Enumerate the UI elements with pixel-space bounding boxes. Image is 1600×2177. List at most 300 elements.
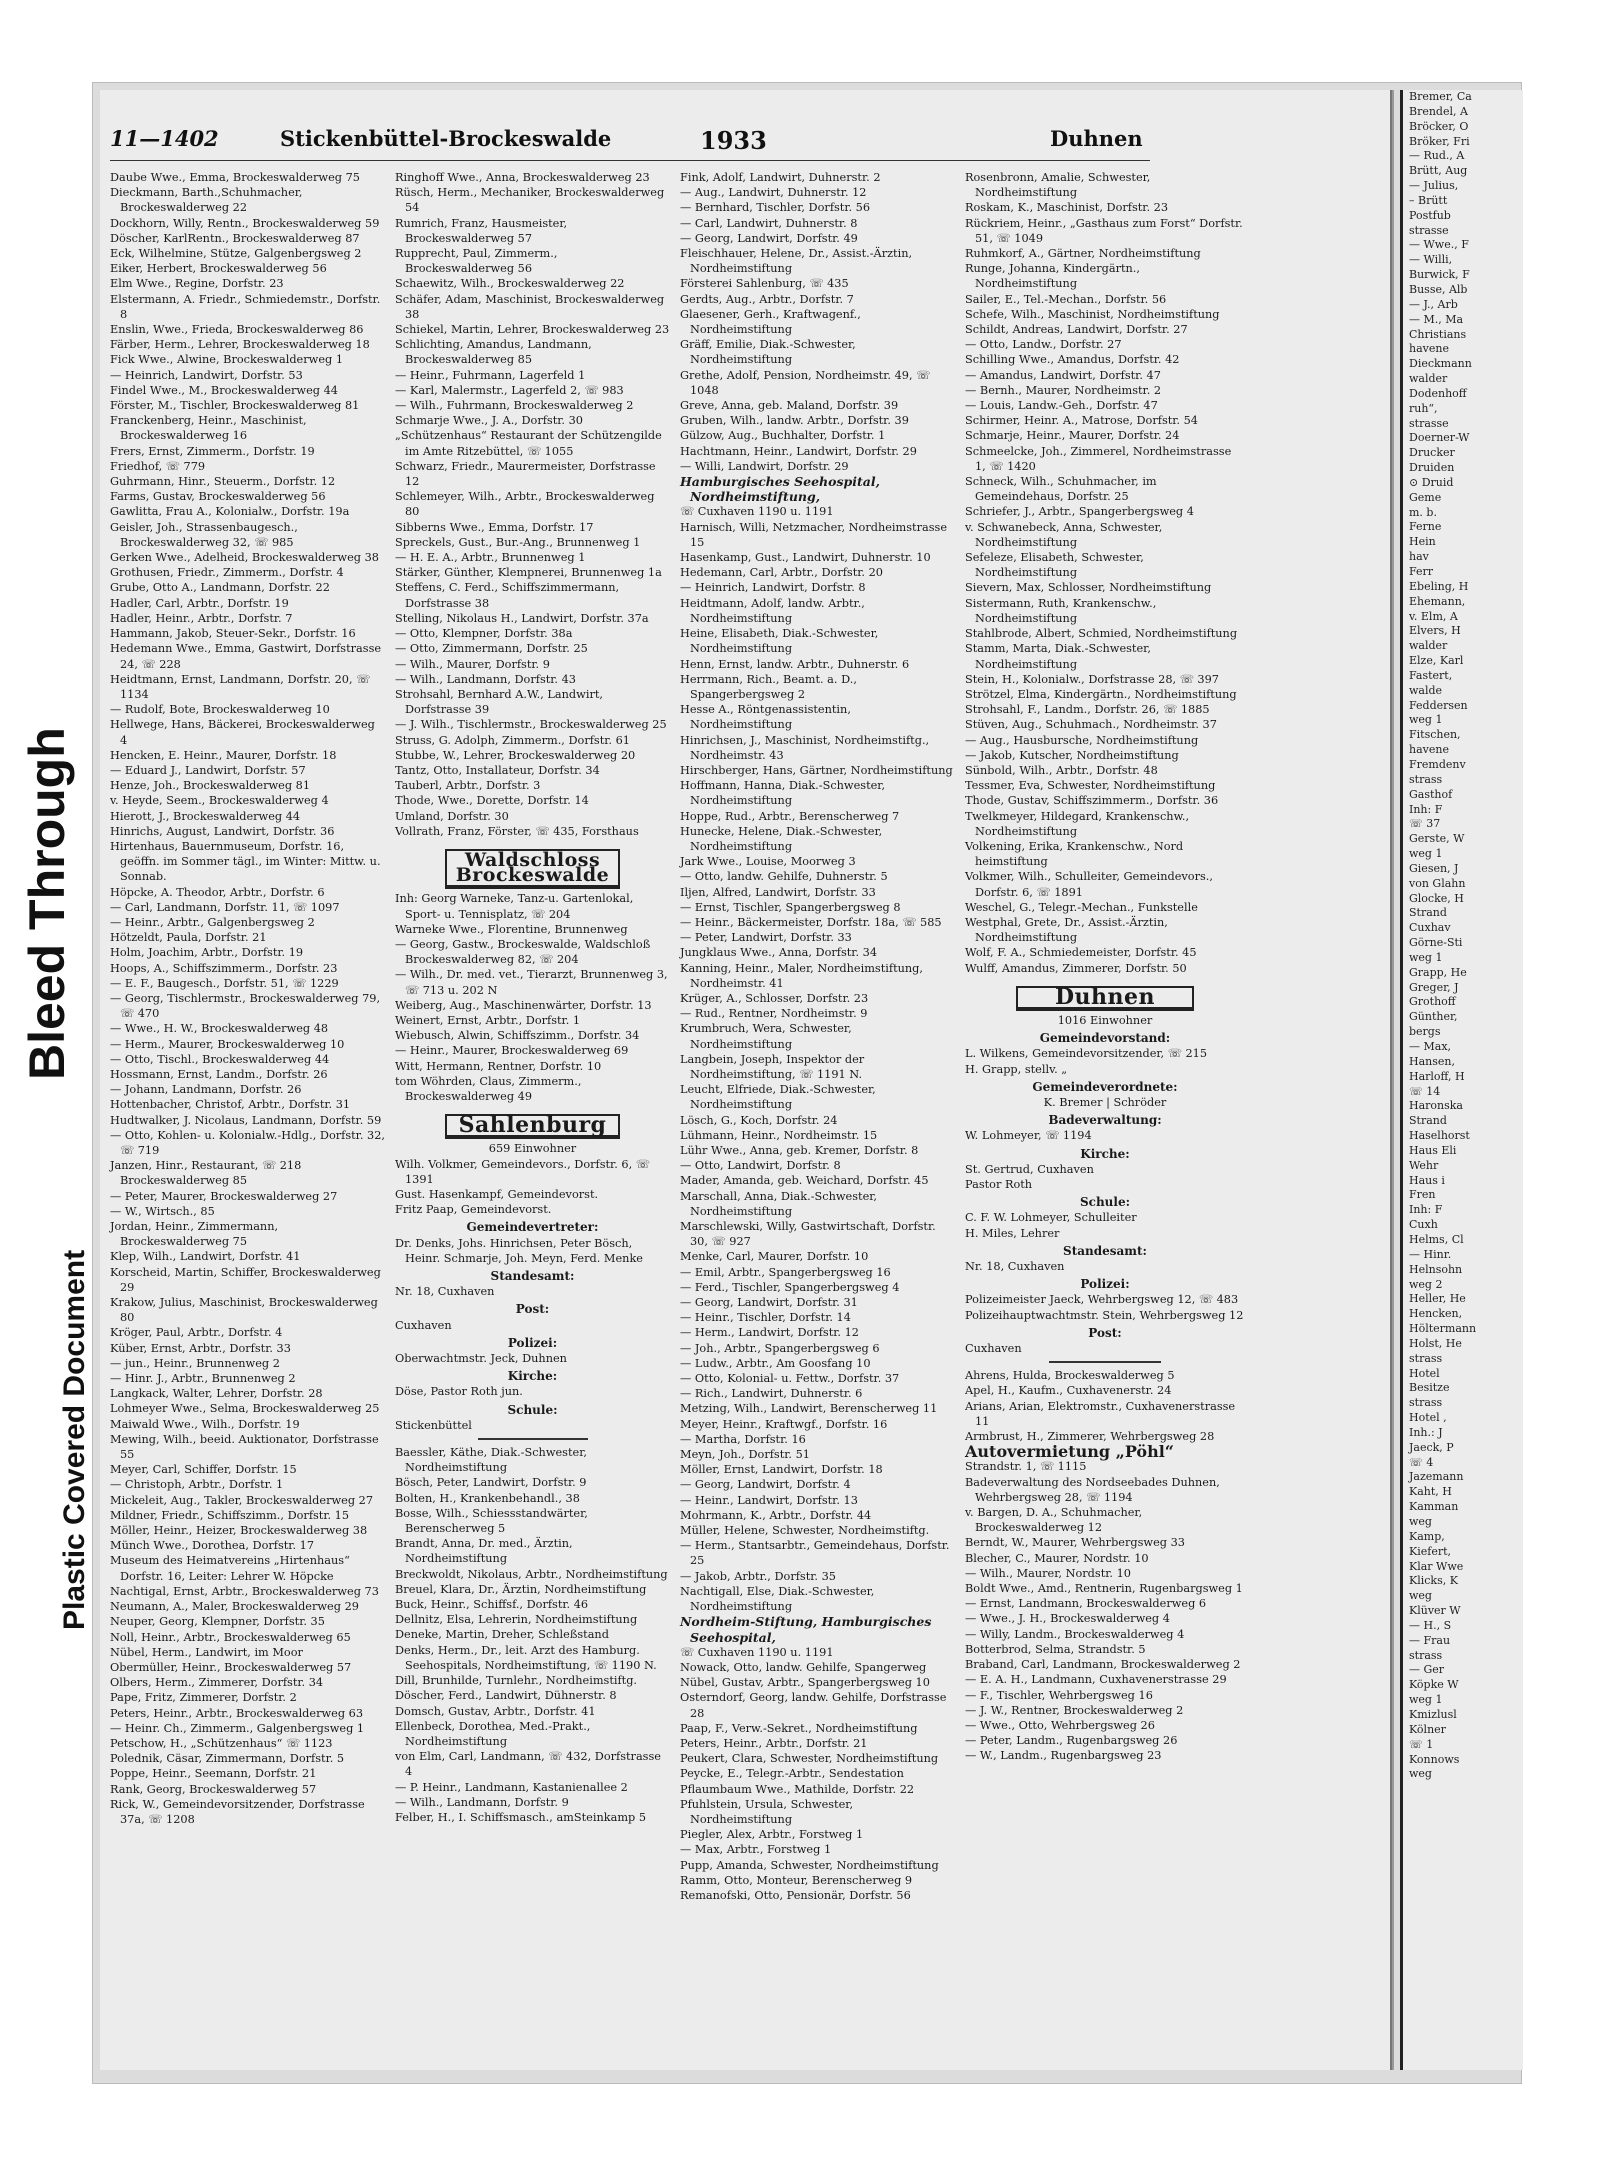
duhnen-schule-heading: Schule: — [1079, 1195, 1131, 1210]
directory-entry: Försterei Sahlenburg, ☏ 435 — [680, 277, 849, 291]
adjacent-page-line: v. Elm, A — [1409, 609, 1458, 623]
directory-entry: Findel Wwe., M., Brockeswalderweg 44 — [110, 383, 338, 397]
directory-entry: Leucht, Elfriede, Diak.-Schwester, Nordheimstiftung — [680, 1083, 876, 1112]
directory-entry: Sünbold, Wilh., Arbtr., Dorfstr. 48 — [965, 763, 1158, 777]
directory-entry: — Otto, Tischl., Brockeswalderweg 44 — [110, 1052, 330, 1066]
adjacent-page-line: — Frau — [1409, 1633, 1451, 1647]
directory-entry: Eiker, Herbert, Brockeswalderweg 56 — [110, 262, 327, 276]
directory-entry: Wilh. Volkmer, Gemeindevors., Dorfstr. 6, ☏ 1391 — [395, 1157, 650, 1186]
place-title: Duhnen — [1050, 126, 1143, 151]
directory-entry: Hirtenhaus, Bauernmuseum, Dorfstr. 16, geöffn. im Sommer tägl., im Winter: Mittw. u. Sonnab. — [110, 839, 381, 884]
adjacent-page-line: Strand — [1409, 1114, 1447, 1128]
directory-entry: Stein, H., Kolonialw., Dorfstrasse 28, ☏ 397 — [965, 672, 1219, 686]
directory-entry: Domsch, Gustav, Arbtr., Dorfstr. 41 — [395, 1704, 596, 1718]
adjacent-page-line: Brendel, A — [1409, 104, 1468, 118]
directory-entry: Ramm, Otto, Monteur, Berenscherweg 9 — [680, 1873, 913, 1887]
directory-entry: — Heinr., Bäckermeister, Dorfstr. 18a, ☏ 585 — [680, 915, 942, 929]
directory-entry: Sailer, E., Tel.-Mechan., Dorfstr. 56 — [965, 292, 1167, 306]
directory-entry: Runge, Johanna, Kindergärtn., Nordheimstiftung — [965, 262, 1140, 291]
header-rule — [110, 160, 1150, 161]
adjacent-page-line: Dieckmann — [1409, 357, 1472, 371]
adjacent-page-line: Christians — [1409, 327, 1467, 341]
sahlenburg-kirche-heading: Kirche: — [507, 1369, 558, 1384]
adjacent-page-line: — M., Ma — [1409, 312, 1464, 326]
directory-entry: Ahrens, Hulda, Brockeswalderweg 5 — [965, 1369, 1175, 1383]
directory-entry: Heidtmann, Adolf, landw. Arbtr., Nordheimstiftung — [680, 596, 865, 625]
directory-entry: Elstermann, A. Friedr., Schmiedemstr., Dorfstr. 8 — [110, 292, 381, 321]
page-range-title: Stickenbüttel-Brockeswalde — [280, 126, 612, 151]
adjacent-page-line: Fremdenv — [1409, 757, 1466, 771]
directory-entry: Hasenkamp, Gust., Landwirt, Duhnerstr. 10 — [680, 551, 931, 565]
directory-entry: Spreckels, Gust., Bur.-Ang., Brunnenweg 1 — [395, 535, 641, 549]
directory-entry: Wiebusch, Alwin, Schiffszimm., Dorfstr. 34 — [395, 1029, 640, 1043]
directory-entry: Armbrust, H., Zimmerer, Wehrbergsweg 28 — [965, 1430, 1215, 1444]
directory-entry: — Ferd., Tischler, Spangerbergsweg 4 — [680, 1280, 900, 1294]
directory-entry: Schildt, Andreas, Landwirt, Dorfstr. 27 — [965, 323, 1188, 337]
waldschloss-heading: Waldschloss Brockeswalde — [395, 849, 670, 889]
adjacent-page-line: Kaht, H — [1409, 1485, 1452, 1499]
page-number: 11—1402 — [110, 126, 219, 151]
directory-entry: — Georg, Landwirt, Dorfstr. 31 — [680, 1296, 858, 1310]
directory-entry: Umland, Dorfstr. 30 — [395, 809, 509, 823]
directory-entry: Daube Wwe., Emma, Brockeswalderweg 75 — [110, 171, 360, 184]
directory-entry: Möller, Heinr., Heizer, Brockeswalderweg 38 — [110, 1524, 368, 1538]
directory-entry: — Otto, Klempner, Dorfstr. 38a — [395, 627, 573, 641]
directory-entry: Berndt, W., Maurer, Wehrbergsweg 33 — [965, 1536, 1185, 1550]
directory-entry: — Bernh., Maurer, Nordheimstr. 2 — [965, 383, 1162, 397]
directory-entry: Stüven, Aug., Schuhmach., Nordheimstr. 37 — [965, 718, 1217, 732]
directory-entry: — Eduard J., Landwirt, Dorfstr. 57 — [110, 763, 306, 777]
adjacent-page-line: weg — [1409, 1589, 1432, 1603]
adjacent-page-line: bergs — [1409, 1025, 1441, 1039]
directory-entry: Rüsch, Herm., Mechaniker, Brockeswalderweg 54 — [395, 186, 665, 215]
directory-entry: Tantz, Otto, Installateur, Dorfstr. 34 — [395, 763, 600, 777]
adjacent-page-line: Hencken, — [1409, 1307, 1463, 1321]
directory-entry: Strohsahl, Bernhard A.W., Landwirt, Dorfstrasse 39 — [395, 687, 603, 717]
directory-entry: — Carl, Landwirt, Duhnerstr. 8 — [680, 216, 858, 230]
directory-entry: Thode, Gustav, Schiffszimmerm., Dorfstr. 36 — [965, 794, 1219, 808]
duhnen-verordnete: K. Bremer | Schröder — [1043, 1095, 1167, 1109]
directory-entry: Mewing, Wilh., beeid. Auktionator, Dorfstrasse 55 — [110, 1432, 379, 1462]
adjacent-page-line: Gasthof — [1409, 787, 1453, 801]
adjacent-page-line: Ferr — [1409, 565, 1434, 578]
directory-entry: — Heinrich, Landwirt, Dorfstr. 8 — [680, 581, 866, 595]
directory-entry: — Christoph, Arbtr., Dorfstr. 1 — [110, 1478, 284, 1492]
directory-entry: Grethe, Adolf, Pension, Nordheimstr. 49, ☏ 1048 — [680, 368, 931, 397]
directory-entry: Neuper, Georg, Klempner, Dorfstr. 35 — [110, 1615, 325, 1629]
directory-entry: Deneke, Martin, Dreher, Schleßstand — [395, 1628, 609, 1642]
directory-entry: — Herm., Maurer, Brockeswalderweg 10 — [110, 1037, 345, 1051]
directory-entry: Weiberg, Aug., Maschinenwärter, Dorfstr. 13 — [395, 998, 652, 1012]
directory-entry: Bösch, Peter, Landwirt, Dorfstr. 9 — [395, 1476, 587, 1490]
sahlenburg-polizei-heading: Polizei: — [507, 1335, 558, 1350]
directory-entry: Mickeleit, Aug., Takler, Brockeswalderweg 27 — [110, 1493, 374, 1507]
directory-entry: Piegler, Alex, Arbtr., Forstweg 1 — [680, 1828, 864, 1842]
adjacent-page-fragment — [1400, 90, 1523, 2070]
adjacent-page-line: Hein — [1409, 535, 1436, 549]
directory-entry: Apel, H., Kaufm., Cuxhavenerstr. 24 — [965, 1384, 1172, 1398]
adjacent-page-line: ruh“, — [1409, 401, 1438, 415]
directory-entry: Bolten, H., Krankenbehandl., 38 — [395, 1491, 580, 1505]
directory-entry: — Carl, Landmann, Dorfstr. 11, ☏ 1097 — [110, 900, 340, 914]
directory-entry: Gräff, Emilie, Diak.-Schwester, Nordheimstiftung — [680, 338, 856, 367]
directory-entry: — jun., Heinr., Brunnenweg 2 — [110, 1356, 280, 1370]
directory-entry: Arians, Arian, Elektromstr., Cuxhavenerstrasse 11 — [965, 1399, 1236, 1428]
directory-entry: Schriefer, J., Arbtr., Spangerbergsweg 4 — [965, 505, 1194, 519]
adjacent-page-line: havene — [1409, 743, 1449, 757]
directory-entry: v. Heyde, Seem., Brockeswalderweg 4 — [110, 794, 329, 808]
directory-entry: Schneck, Wilh., Schuhmacher, im Gemeindehaus, Dorfstr. 25 — [965, 475, 1157, 504]
directory-entry: — Georg, Gastw., Brockeswalde, Waldschloß Brockeswalderweg 82, ☏ 204 — [395, 937, 651, 967]
directory-entry: Gawlitta, Frau A., Kolonialw., Dorfstr. 19a — [110, 505, 350, 519]
sahlenburg-population: 659 Einwohner — [488, 1142, 577, 1156]
directory-entry: Geisler, Joh., Strassenbaugesch., Brockeswalderweg 32, ☏ 985 — [110, 520, 298, 549]
adjacent-page-line: ☏ 14 — [1409, 1084, 1441, 1098]
directory-entry: Polednik, Cäsar, Zimmermann, Dorfstr. 5 — [110, 1752, 345, 1766]
directory-entry: Lühr Wwe., Anna, geb. Kremer, Dorfstr. 8 — [680, 1144, 919, 1157]
directory-entry: Färber, Herm., Lehrer, Brockeswalderweg 18 — [110, 338, 370, 352]
directory-entry: Franckenberg, Heinr., Maschinist, Brockeswalderweg 16 — [110, 414, 307, 443]
autovermietung-text: Strandstr. 1, ☏ 1115 — [965, 1460, 1087, 1474]
directory-entry: — Johann, Landmann, Dorfstr. 26 — [110, 1083, 302, 1097]
directory-entry: Langbein, Joseph, Inspektor der Nordheimstiftung, ☏ 1191 N. — [680, 1052, 865, 1081]
directory-entry: Förster, M., Tischler, Brockeswalderweg 81 — [110, 399, 360, 413]
directory-entry: Rank, Georg, Brockeswalderweg 57 — [110, 1782, 317, 1796]
directory-entry: Schwarz, Friedr., Maurermeister, Dorfstrasse 12 — [395, 459, 656, 489]
adjacent-page-line: strasse — [1409, 223, 1449, 237]
adjacent-page-line: Jazemann — [1409, 1470, 1464, 1484]
plastic-covered-label: Plastic Covered Document — [58, 1249, 91, 1630]
directory-entry: — Heinr., Tischler, Dorfstr. 14 — [680, 1311, 851, 1325]
directory-entry: Stelling, Nikolaus H., Landwirt, Dorfstr. 37a — [395, 611, 649, 625]
directory-entry: Denks, Herm., Dr., leit. Arzt des Hamburg. Seehospitals, Nordheimstiftung, ☏ 1190 N. — [395, 1643, 657, 1672]
directory-entry: Rick, W., Gemeindevorsitzender, Dorfstrasse 37a, ☏ 1208 — [110, 1797, 365, 1826]
adjacent-page-line: strass — [1409, 1648, 1443, 1662]
duhnen-standesamt-heading: Standesamt: — [1063, 1243, 1147, 1258]
directory-entry: Schlichting, Amandus, Landmann, Brockeswalderweg 85 — [395, 338, 592, 367]
adjacent-page-line: weg 2 — [1409, 1277, 1443, 1291]
section-rule — [1049, 1361, 1161, 1363]
directory-entry: Gruben, Wilh., landw. Arbtr., Dorfstr. 39 — [680, 414, 909, 428]
directory-entry: Blecher, C., Maurer, Nordstr. 10 — [965, 1551, 1149, 1565]
adjacent-page-line: Dodenhoff — [1409, 386, 1467, 400]
directory-entry: Hoops, A., Schiffszimmerm., Dorfstr. 23 — [110, 961, 338, 975]
directory-entry: — Heinr., Fuhrmann, Lagerfeld 1 — [395, 368, 586, 382]
directory-entry: Bosse, Wilh., Schiessstandwärter, Berenscherweg 5 — [395, 1506, 588, 1536]
adjacent-page-line: Elvers, H — [1409, 624, 1461, 638]
directory-entry: — Peter, Landm., Rugenbargsweg 26 — [965, 1734, 1178, 1748]
directory-entry: Stahlbrode, Albert, Schmied, Nordheimstiftung — [965, 627, 1238, 641]
directory-entry: Fleischhauer, Helene, Dr., Assist.-Ärztin, Nordheimstiftung — [680, 247, 913, 276]
directory-entry: Farms, Gustav, Brockeswalderweg 56 — [110, 490, 326, 504]
adjacent-page-line: strasse — [1409, 416, 1449, 430]
adjacent-page-line: Klar Wwe — [1409, 1559, 1464, 1573]
adjacent-page-line: Besitze — [1409, 1381, 1450, 1395]
adjacent-page-line: Fren — [1409, 1188, 1436, 1202]
directory-entry: — E. A. H., Landmann, Cuxhavenerstrasse 29 — [965, 1673, 1227, 1687]
directory-entry: Steffens, C. Ferd., Schiffszimmermann, Dorfstrasse 38 — [395, 581, 620, 610]
directory-entry: Baessler, Käthe, Diak.-Schwester, Nordheimstiftung — [395, 1446, 587, 1475]
directory-entry: Polizeihauptwachtmstr. Stein, Wehrbergsweg 12 — [965, 1308, 1244, 1322]
directory-entry: Gerdts, Aug., Arbtr., Dorfstr. 7 — [680, 292, 854, 306]
sahlenburg-post-heading: Post: — [515, 1302, 550, 1317]
adjacent-page-line: — Julius, — [1409, 179, 1459, 193]
directory-entry: Brandt, Anna, Dr. med., Ärztin, Nordheimstiftung — [395, 1537, 573, 1566]
sahlenburg-standesamt: Nr. 18, Cuxhaven — [395, 1285, 495, 1299]
directory-entry: Holm, Joachim, Arbtr., Dorfstr. 19 — [110, 946, 304, 960]
directory-entry: Boldt Wwe., Amd., Rentnerin, Rugenbargsweg 1 — [965, 1582, 1243, 1596]
directory-entry: Marschlewski, Willy, Gastwirtschaft, Dorfstr. 30, ☏ 927 — [680, 1220, 936, 1249]
adjacent-page-line: Wehr — [1409, 1158, 1439, 1172]
directory-entry: Remanofski, Otto, Pensionär, Dorfstr. 56 — [680, 1888, 911, 1902]
directory-entry: tom Wöhrden, Claus, Zimmerm., Brockeswalderweg 49 — [395, 1074, 582, 1103]
directory-entry: Frers, Ernst, Zimmerm., Dorfstr. 19 — [110, 444, 315, 458]
directory-entry: Schmarje Wwe., J. A., Dorfstr. 30 — [395, 414, 583, 428]
directory-entry: Rückriem, Heinr., „Gasthaus zum Forst“ Dorfstr. 51, ☏ 1049 — [965, 216, 1243, 245]
directory-entry: Mildner, Friedr., Schiffszimm., Dorfstr. 15 — [110, 1508, 350, 1522]
directory-entry: Thode, Wwe., Dorette, Dorfstr. 14 — [395, 794, 589, 808]
adjacent-page-line: Glocke, H — [1409, 891, 1464, 905]
directory-entry: Breckwoldt, Nikolaus, Arbtr., Nordheimstiftung — [395, 1567, 668, 1581]
adjacent-page-line: m. b. — [1409, 505, 1437, 519]
adjacent-page-line: Hotel — [1409, 1366, 1440, 1380]
directory-entry: Olbers, Herm., Zimmerer, Dorfstr. 34 — [110, 1676, 324, 1690]
directory-entry: St. Gertrud, Cuxhaven — [965, 1162, 1094, 1176]
directory-entry: Friedhof, ☏ 779 — [110, 459, 206, 473]
directory-entry: „Schützenhaus“ Restaurant der Schützengilde im Amte Ritzebüttel, ☏ 1055 — [395, 429, 662, 458]
column-2 — [395, 170, 670, 1825]
directory-entry: Stamm, Marta, Diak.-Schwester, Nordheimstiftung — [965, 642, 1151, 671]
directory-entry: Fritz Paap, Gemeindevorst. — [395, 1203, 552, 1217]
adjacent-page-line: Inh: F — [1409, 1203, 1443, 1217]
directory-entry: — Wwe., J. H., Brockeswalderweg 4 — [965, 1612, 1170, 1626]
duhnen-population: 1016 Einwohner — [1057, 1013, 1153, 1027]
directory-entry: Hesse A., Röntgenassistentin, Nordheimstiftung — [680, 703, 851, 732]
directory-entry: — Willy, Landm., Brockeswalderweg 4 — [965, 1627, 1185, 1641]
adjacent-page-line: ☏ 4 — [1409, 1455, 1434, 1469]
directory-entry: Janzen, Hinr., Restaurant, ☏ 218 Brockeswalderweg 85 — [110, 1159, 302, 1188]
directory-entry: Müller, Helene, Schwester, Nordheimstiftg. — [680, 1524, 930, 1538]
directory-entry: Grothusen, Friedr., Zimmerm., Dorfstr. 4 — [110, 566, 344, 580]
nordheim-heading: Nordheim-Stiftung, Hamburgisches Seehospital, — [680, 1614, 932, 1645]
directory-entry: — Peter, Landwirt, Dorfstr. 33 — [680, 931, 852, 945]
directory-entry: Hellwege, Hans, Bäckerei, Brockeswalderweg 4 — [110, 718, 375, 747]
duhnen-post-heading: Post: — [1088, 1325, 1122, 1340]
directory-entry: Meyer, Heinr., Kraftwgf., Dorfstr. 16 — [680, 1417, 888, 1431]
directory-entry: Peters, Heinr., Arbtr., Brockeswalderweg 63 — [110, 1706, 364, 1720]
adjacent-page-line: Grothoff — [1409, 995, 1456, 1009]
directory-entry: Höpcke, A. Theodor, Arbtr., Dorfstr. 6 — [110, 885, 325, 899]
adjacent-page-line: Harloff, H — [1409, 1069, 1465, 1083]
directory-entry: Ellenbeck, Dorothea, Med.-Prakt., Nordheimstiftung — [395, 1719, 591, 1748]
directory-entry: Schmeelcke, Joh., Zimmerel, Nordheimstrasse 1, ☏ 1420 — [965, 444, 1232, 473]
sahlenburg-vertreter-heading: Gemeindevertreter: — [466, 1220, 599, 1235]
directory-entry: Hedemann Wwe., Emma, Gastwirt, Dorfstrasse 24, ☏ 228 — [110, 642, 382, 671]
directory-entry: Dellnitz, Elsa, Lehrerin, Nordheimstiftung — [395, 1613, 638, 1627]
directory-entry: Rumrich, Franz, Hausmeister, Brockeswalderweg 57 — [395, 216, 568, 245]
directory-entry: Obermüller, Heinr., Brockeswalderweg 57 — [110, 1660, 352, 1674]
adjacent-page-line: Klicks, K — [1409, 1574, 1458, 1588]
directory-entry: — H. E. A., Arbtr., Brunnenweg 1 — [395, 551, 586, 565]
directory-entry: Peycke, E., Telegr.-Arbtr., Sendestation — [680, 1767, 904, 1781]
directory-entry: Henn, Ernst, landw. Arbtr., Duhnerstr. 6 — [680, 657, 910, 671]
adjacent-page-line: walder — [1409, 372, 1448, 386]
directory-entry: Schmarje, Heinr., Maurer, Dorfstr. 24 — [965, 429, 1180, 443]
directory-entry: Klep, Wilh., Landwirt, Dorfstr. 41 — [110, 1250, 301, 1264]
directory-entry: — E. F., Baugesch., Dorfstr. 51, ☏ 1229 — [110, 976, 339, 990]
directory-entry: — Rich., Landwirt, Duhnerstr. 6 — [680, 1387, 863, 1401]
directory-entry: Schefe, Wilh., Maschinist, Nordheimstiftung — [965, 307, 1220, 321]
directory-entry: Petschow, H., „Schützenhaus“ ☏ 1123 — [110, 1736, 333, 1750]
directory-entry: — Louis, Landw.-Geh., Dorfstr. 47 — [965, 399, 1158, 413]
sahlenburg-heading: Sahlenburg — [395, 1114, 670, 1139]
directory-entry: Grube, Otto A., Landmann, Dorfstr. 22 — [110, 581, 330, 595]
adjacent-page-line: strass — [1409, 772, 1443, 786]
directory-entry: — Jakob, Kutscher, Nordheimstiftung — [965, 748, 1179, 762]
directory-entry: — Bernhard, Tischler, Dorfstr. 56 — [680, 201, 871, 215]
section-rule — [478, 1438, 588, 1440]
adjacent-page-line: Fitschen, — [1409, 728, 1461, 742]
directory-entry: Elm Wwe., Regine, Dorfstr. 23 — [110, 277, 284, 291]
directory-entry: Poppe, Heinr., Seemann, Dorfstr. 21 — [110, 1767, 317, 1781]
directory-entry: H. Miles, Lehrer — [965, 1226, 1060, 1240]
directory-entry: Nachtigal, Ernst, Arbtr., Brockeswalderweg 73 — [110, 1584, 379, 1598]
directory-entry: Sefeleze, Elisabeth, Schwester, Nordheimstiftung — [965, 551, 1144, 580]
directory-entry: Langkack, Walter, Lehrer, Dorfstr. 28 — [110, 1387, 323, 1401]
directory-entry: — Karl, Malermstr., Lagerfeld 2, ☏ 983 — [395, 383, 624, 397]
adjacent-page-line: – Brütt — [1409, 193, 1448, 207]
directory-entry: Hadler, Carl, Arbtr., Dorfstr. 19 — [110, 596, 289, 610]
adjacent-page-line: Klüver W — [1409, 1604, 1461, 1618]
directory-entry: Guhrmann, Hinr., Steuerm., Dorfstr. 12 — [110, 475, 336, 489]
adjacent-page-line: Görne-Sti — [1409, 936, 1463, 950]
directory-entry: — Wilh., Dr. med. vet., Tierarzt, Brunnenweg 3, ☏ 713 u. 202 N — [395, 968, 668, 997]
directory-entry: Ruhmkorf, A., Gärtner, Nordheimstiftung — [965, 247, 1201, 261]
directory-entry: Dieckmann, Barth.,Schuhmacher, Brockeswalderweg 22 — [110, 186, 303, 215]
directory-entry: Schilling Wwe., Amandus, Dorfstr. 42 — [965, 353, 1180, 367]
adjacent-page-line: Greger, J — [1409, 980, 1459, 994]
adjacent-page-line: Drucker — [1409, 446, 1455, 460]
directory-entry: — Heinr., Arbtr., Galgenbergsweg 2 — [110, 915, 315, 929]
adjacent-page-line: ⊙ Druid — [1409, 475, 1454, 489]
directory-entry: Harnisch, Willi, Netzmacher, Nordheimstrasse 15 — [680, 520, 947, 549]
sahlenburg-post: Cuxhaven — [395, 1318, 452, 1332]
directory-entry: — Joh., Arbtr., Spangerbergsweg 6 — [680, 1341, 880, 1355]
directory-entry: — J. W., Rentner, Brockeswalderweg 2 — [965, 1703, 1184, 1717]
directory-entry: — Heinrich, Landwirt, Dorfstr. 53 — [110, 368, 303, 382]
directory-entry: Peters, Heinr., Arbtr., Dorfstr. 21 — [680, 1736, 868, 1750]
directory-entry: — Wwe., Otto, Wehrbergsweg 26 — [965, 1718, 1155, 1732]
adjacent-page-line: — Rud., A — [1409, 149, 1465, 163]
directory-entry: Peukert, Clara, Schwester, Nordheimstiftung — [680, 1752, 939, 1766]
adjacent-page-line: Elze, Karl — [1409, 654, 1464, 668]
sahlenburg-standesamt-heading: Standesamt: — [490, 1269, 575, 1284]
directory-entry: Polizeimeister Jaeck, Wehrbergsweg 12, ☏ 483 — [965, 1293, 1239, 1307]
directory-entry: Tauberl, Arbtr., Dorfstr. 3 — [395, 779, 541, 793]
directory-entry: Pape, Fritz, Zimmerer, Dorfstr. 2 — [110, 1691, 297, 1705]
directory-entry: Westphal, Grete, Dr., Assist.-Ärztin, Nordheimstiftung — [965, 915, 1168, 945]
duhnen-bad-heading: Badeverwaltung: — [1048, 1113, 1162, 1128]
adjacent-page-line: Feddersen — [1409, 698, 1468, 712]
duhnen-standesamt: Nr. 18, Cuxhaven — [965, 1260, 1065, 1274]
directory-entry: Iljen, Alfred, Landwirt, Dorfstr. 33 — [680, 885, 876, 899]
directory-entry: — Wilh., Maurer, Dorfstr. 9 — [395, 657, 550, 671]
directory-entry: Henze, Joh., Brockeswalderweg 81 — [110, 779, 311, 793]
adjacent-page-line: Hotel , — [1409, 1411, 1447, 1425]
directory-entry: — Hinr. J., Arbtr., Brunnenweg 2 — [110, 1372, 296, 1386]
directory-entry: Hedemann, Carl, Arbtr., Dorfstr. 20 — [680, 566, 883, 580]
directory-entry: — Jakob, Arbtr., Dorfstr. 35 — [680, 1569, 836, 1583]
directory-entry: Greve, Anna, geb. Maland, Dorfstr. 39 — [680, 399, 899, 413]
directory-entry: Schirmer, Heinr. A., Matrose, Dorfstr. 54 — [965, 414, 1198, 428]
adjacent-page-line: Kölner — [1409, 1722, 1446, 1736]
adjacent-page-line: ☏ 37 — [1409, 817, 1441, 831]
directory-entry: Osterndorf, Georg, landw. Gehilfe, Dorfstrasse 28 — [680, 1691, 947, 1720]
sahlenburg-polizei: Oberwachtmstr. Jeck, Duhnen — [395, 1352, 567, 1366]
sahlenburg-schule-heading: Schule: — [507, 1402, 558, 1417]
adjacent-page-line: weg 1 — [1409, 847, 1443, 861]
directory-entry: — Wilh., Fuhrmann, Brockeswalderweg 2 — [395, 399, 634, 413]
autovermietung-heading: Autovermietung „Pöhl“ — [965, 1442, 1175, 1462]
directory-entry: Pflaumbaum Wwe., Mathilde, Dorfstr. 22 — [680, 1782, 915, 1796]
directory-entry: Hunecke, Helene, Diak.-Schwester, Nordheimstiftung — [680, 824, 883, 853]
directory-entry: Strötzel, Elma, Kindergärtn., Nordheimstiftung — [965, 687, 1237, 701]
directory-entry: — Peter, Maurer, Brockeswalderweg 27 — [110, 1189, 338, 1203]
adjacent-page-line: strass — [1409, 1396, 1443, 1410]
directory-entry: — Rudolf, Bote, Brockeswalderweg 10 — [110, 703, 330, 717]
directory-entry: Weinert, Ernst, Arbtr., Dorfstr. 1 — [395, 1013, 581, 1027]
directory-entry: Kröger, Paul, Arbtr., Dorfstr. 4 — [110, 1326, 283, 1340]
directory-entry: Hadler, Heinr., Arbtr., Dorfstr. 7 — [110, 611, 293, 625]
directory-entry: C. F. W. Lohmeyer, Schulleiter — [965, 1211, 1137, 1225]
adjacent-page-line: Kamp, — [1409, 1529, 1445, 1543]
directory-entry: — Heinr., Landwirt, Dorfstr. 13 — [680, 1493, 858, 1507]
directory-entry: Museum des Heimatvereins „Hirtenhaus“ Dorfstr. 16, Leiter: Lehrer W. Höpcke — [110, 1554, 350, 1583]
directory-entry: Meyer, Carl, Schiffer, Dorfstr. 15 — [110, 1463, 297, 1477]
directory-entry: Heine, Elisabeth, Diak.-Schwester, Nordheimstiftung — [680, 627, 879, 656]
directory-entry: — Georg, Landwirt, Dorfstr. 49 — [680, 231, 858, 245]
directory-entry: Enslin, Wwe., Frieda, Brockeswalderweg 86 — [110, 323, 364, 337]
directory-entry: — Otto, landw. Gehilfe, Duhnerstr. 5 — [680, 870, 888, 884]
adjacent-page-line: weg 1 — [1409, 950, 1443, 964]
directory-entry: — W., Landm., Rugenbargsweg 23 — [965, 1749, 1162, 1763]
adjacent-page-line: walder — [1409, 639, 1448, 653]
adjacent-page-line: Geme — [1409, 490, 1442, 504]
directory-entry: — Herm., Stantsarbtr., Gemeindehaus, Dorfstr. 25 — [680, 1539, 950, 1568]
adjacent-page-line: weg 1 — [1409, 1693, 1443, 1707]
adjacent-page-line: Kamman — [1409, 1500, 1459, 1514]
directory-entry: — Otto, Kolonial- u. Fettw., Dorfstr. 37 — [680, 1372, 900, 1386]
adjacent-page-line: Cuxhav — [1409, 921, 1451, 935]
duhnen-polizei-heading: Polizei: — [1080, 1277, 1130, 1292]
directory-entry: Hammann, Jakob, Steuer-Sekr., Dorfstr. 16 — [110, 627, 356, 641]
directory-entry: Breuel, Klara, Dr., Ärztin, Nordheimstiftung — [395, 1582, 647, 1596]
directory-entry: Nübel, Herm., Landwirt, im Moor — [110, 1645, 303, 1659]
adjacent-page-line: Haselhorst — [1409, 1129, 1470, 1143]
directory-entry: Lösch, G., Koch, Dorfstr. 24 — [680, 1113, 838, 1127]
adjacent-page-line: weg — [1409, 1515, 1432, 1528]
adjacent-page-line: Ferne — [1409, 520, 1442, 534]
adjacent-page-line: Postfub — [1409, 208, 1451, 222]
directory-entry: Hoppe, Rud., Arbtr., Berenscherweg 7 — [680, 809, 900, 823]
directory-entry: Küber, Ernst, Arbtr., Dorfstr. 33 — [110, 1341, 291, 1355]
directory-entry: — P. Heinr., Landmann, Kastanienallee 2 — [395, 1780, 628, 1794]
adjacent-page-line: Haus Eli — [1409, 1143, 1457, 1157]
nordheim-text: ☏ Cuxhaven 1190 u. 1191 — [680, 1645, 834, 1659]
adjacent-page-line: weg — [1409, 1767, 1432, 1781]
directory-entry: — Georg, Landwirt, Dorfstr. 4 — [680, 1478, 851, 1492]
directory-entry: Sistermann, Ruth, Krankenschw., Nordheimstiftung — [965, 596, 1157, 625]
